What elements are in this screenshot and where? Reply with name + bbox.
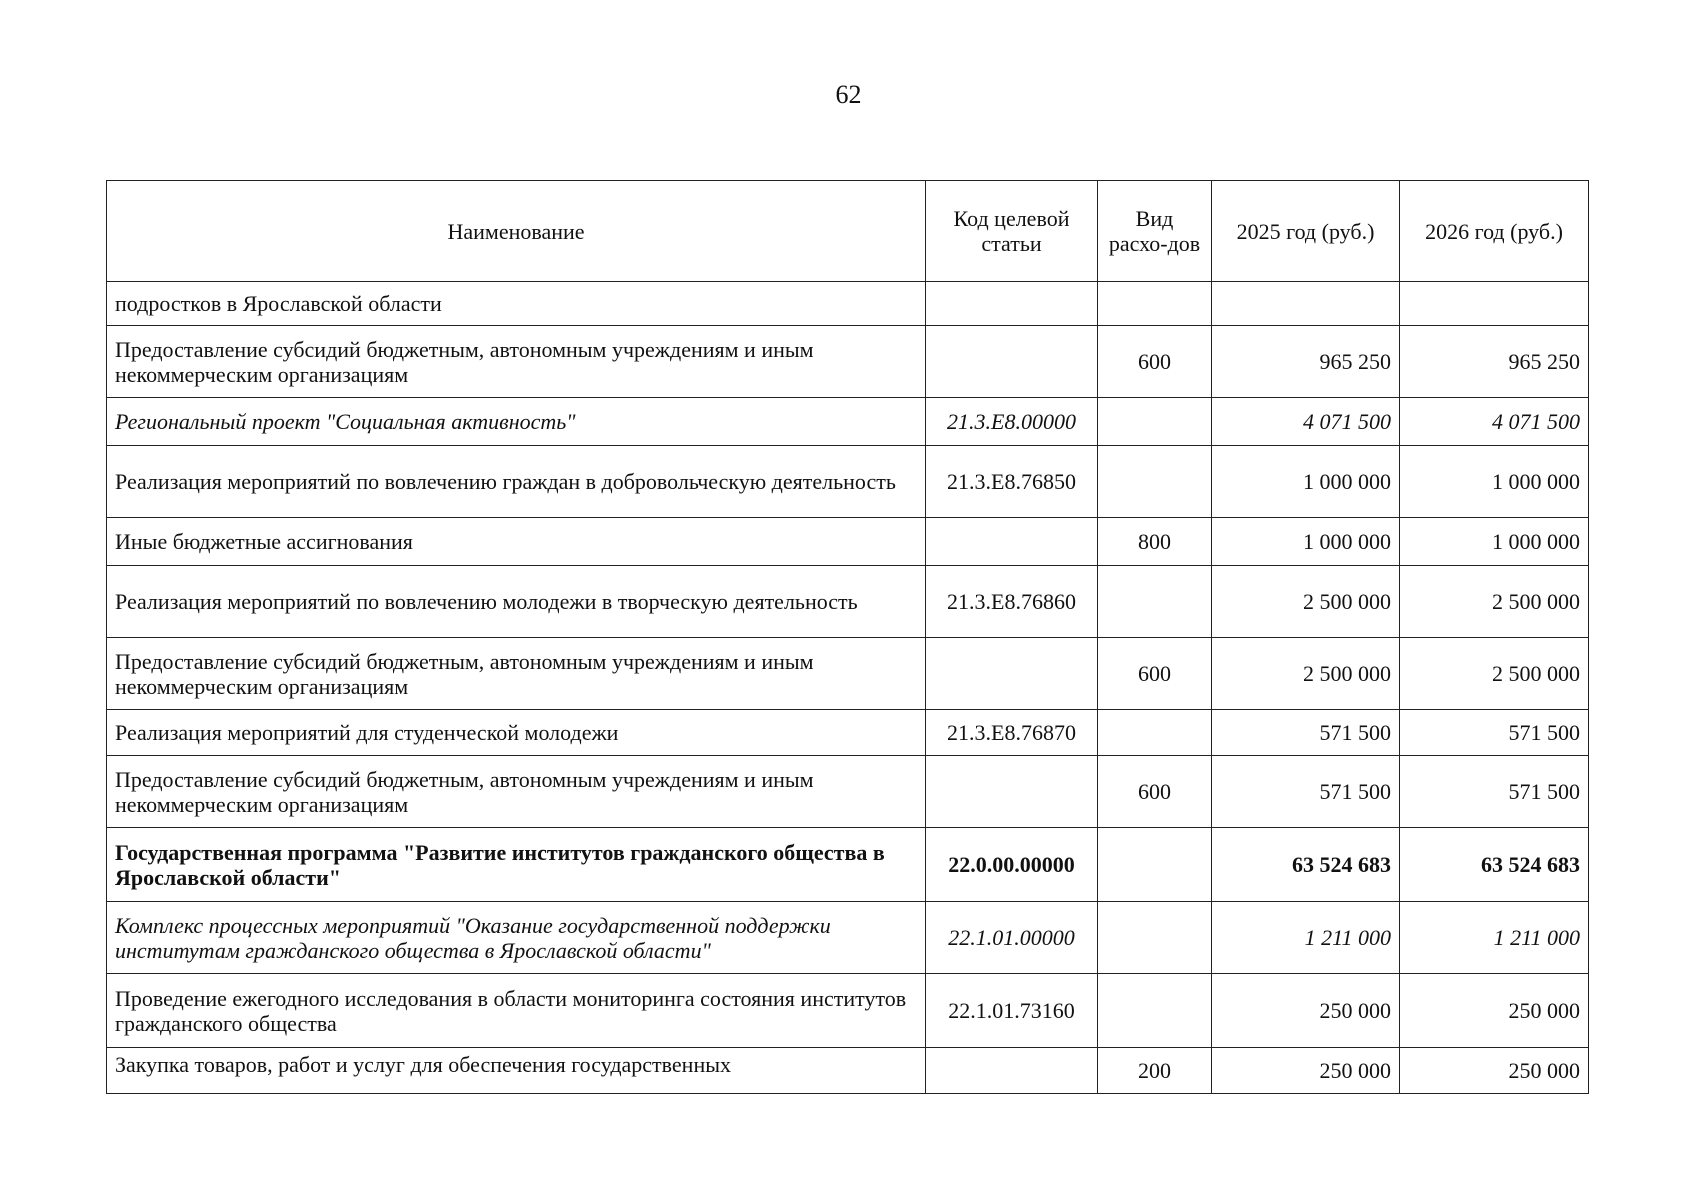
row-expense-type — [1098, 828, 1212, 902]
row-amount-2026 — [1400, 282, 1589, 326]
table-row — [107, 828, 1589, 902]
row-code: 21.3.E8.00000 — [926, 398, 1098, 446]
row-name: Иные бюджетные ассигнования — [107, 518, 926, 566]
row-amount-2025: 1 000 000 — [1212, 446, 1400, 518]
row-amount-2026: 63 524 683 — [1400, 828, 1589, 902]
row-code — [926, 1048, 1098, 1094]
header-expense-type: Вид расхо-дов — [1098, 181, 1212, 282]
row-amount-2026: 250 000 — [1400, 974, 1589, 1048]
row-expense-type — [1098, 398, 1212, 446]
row-amount-2026: 571 500 — [1400, 710, 1589, 756]
table-header-row — [107, 181, 1589, 282]
row-expense-type — [1098, 446, 1212, 518]
row-amount-2025: 63 524 683 — [1212, 828, 1400, 902]
row-expense-type: 600 — [1098, 638, 1212, 710]
row-code — [926, 282, 1098, 326]
row-expense-type: 800 — [1098, 518, 1212, 566]
row-expense-type: 200 — [1098, 1048, 1212, 1094]
row-name: Реализация мероприятий для студенческой молодежи — [107, 710, 926, 756]
table-row — [107, 282, 1589, 326]
row-amount-2025: 571 500 — [1212, 756, 1400, 828]
row-code — [926, 518, 1098, 566]
row-name: Реализация мероприятий по вовлечению граждан в добровольческую деятельность — [107, 446, 926, 518]
row-name: Предоставление субсидий бюджетным, автономным учреждениям и иным некоммерческим организациям — [107, 638, 926, 710]
row-expense-type — [1098, 282, 1212, 326]
row-amount-2026: 4 071 500 — [1400, 398, 1589, 446]
row-amount-2025: 1 000 000 — [1212, 518, 1400, 566]
row-code: 22.1.01.00000 — [926, 902, 1098, 974]
row-amount-2025: 965 250 — [1212, 326, 1400, 398]
row-name: Предоставление субсидий бюджетным, автономным учреждениям и иным некоммерческим организациям — [107, 756, 926, 828]
row-amount-2025: 571 500 — [1212, 710, 1400, 756]
row-amount-2025 — [1212, 282, 1400, 326]
row-amount-2025: 2 500 000 — [1212, 638, 1400, 710]
row-amount-2026: 1 000 000 — [1400, 518, 1589, 566]
row-amount-2026: 2 500 000 — [1400, 638, 1589, 710]
row-expense-type — [1098, 974, 1212, 1048]
row-expense-type — [1098, 566, 1212, 638]
row-code: 21.3.E8.76860 — [926, 566, 1098, 638]
row-amount-2025: 1 211 000 — [1212, 902, 1400, 974]
header-year-2025: 2025 год (руб.) — [1212, 181, 1400, 282]
row-amount-2026: 1 000 000 — [1400, 446, 1589, 518]
table-row — [107, 756, 1589, 828]
page-number: 62 — [835, 80, 862, 109]
table-row — [107, 326, 1589, 398]
row-code: 21.3.E8.76870 — [926, 710, 1098, 756]
row-amount-2026: 1 211 000 — [1400, 902, 1589, 974]
row-code — [926, 638, 1098, 710]
row-expense-type — [1098, 710, 1212, 756]
budget-table — [106, 180, 1589, 1094]
table-row — [107, 566, 1589, 638]
row-amount-2026: 571 500 — [1400, 756, 1589, 828]
table-row — [107, 974, 1589, 1048]
row-amount-2025: 2 500 000 — [1212, 566, 1400, 638]
row-name: Проведение ежегодного исследования в области мониторинга состояния институтов гражданского общества — [107, 974, 926, 1048]
row-name: подростков в Ярославской области — [107, 282, 926, 326]
row-code: 22.1.01.73160 — [926, 974, 1098, 1048]
row-name: Предоставление субсидий бюджетным, автономным учреждениям и иным некоммерческим организациям — [107, 326, 926, 398]
header-name: Наименование — [107, 181, 926, 282]
row-amount-2025: 250 000 — [1212, 1048, 1400, 1094]
header-code: Код целевой статьи — [926, 181, 1098, 282]
table-row — [107, 710, 1589, 756]
row-amount-2026: 965 250 — [1400, 326, 1589, 398]
row-expense-type: 600 — [1098, 326, 1212, 398]
row-expense-type — [1098, 902, 1212, 974]
row-amount-2026: 250 000 — [1400, 1048, 1589, 1094]
header-year-2026: 2026 год (руб.) — [1400, 181, 1589, 282]
row-expense-type: 600 — [1098, 756, 1212, 828]
row-amount-2025: 4 071 500 — [1212, 398, 1400, 446]
table-row — [107, 398, 1589, 446]
row-code — [926, 326, 1098, 398]
row-name: Реализация мероприятий по вовлечению молодежи в творческую деятельность — [107, 566, 926, 638]
table-row — [107, 638, 1589, 710]
table-row — [107, 518, 1589, 566]
table-row — [107, 446, 1589, 518]
row-code: 21.3.E8.76850 — [926, 446, 1098, 518]
table-row — [107, 902, 1589, 974]
row-name: Закупка товаров, работ и услуг для обеспечения государственных — [107, 1048, 926, 1094]
table-row — [107, 1048, 1589, 1094]
row-name: Государственная программа "Развитие институтов гражданского общества в Ярославской области" — [107, 828, 926, 902]
row-amount-2025: 250 000 — [1212, 974, 1400, 1048]
row-code: 22.0.00.00000 — [926, 828, 1098, 902]
row-code — [926, 756, 1098, 828]
row-amount-2026: 2 500 000 — [1400, 566, 1589, 638]
row-name: Региональный проект "Социальная активность" — [107, 398, 926, 446]
row-name: Комплекс процессных мероприятий "Оказание государственной поддержки институтам гражданского общества в Ярославской области" — [107, 902, 926, 974]
